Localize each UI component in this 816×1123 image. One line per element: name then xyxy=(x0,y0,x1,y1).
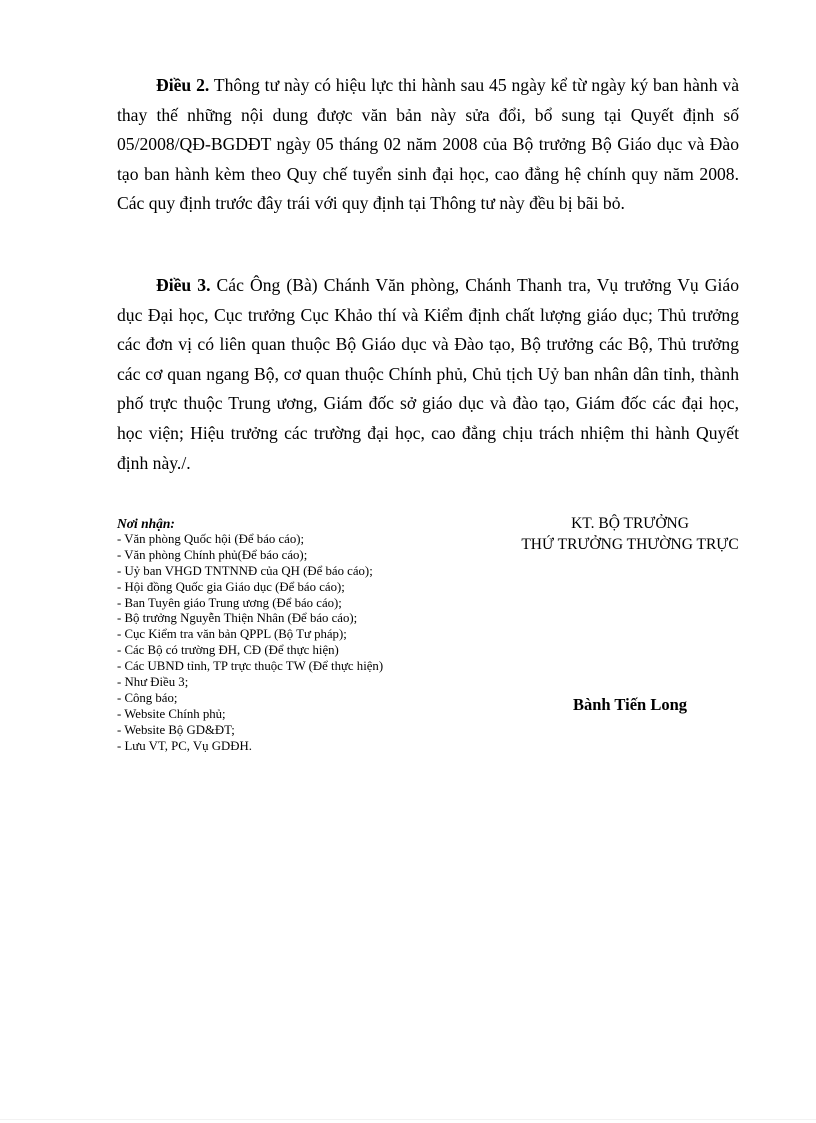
article-3-text: Các Ông (Bà) Chánh Văn phòng, Chánh Thanh tra, Vụ trưởng Vụ Giáo dục Đại học, Cục trưởng Cục Khảo thí và Kiểm định chất lượng giáo dục; Thủ trưởng các đơn vị có liên quan thuộc Bộ Giáo dục và Đào tạo, Bộ trưởng các Bộ, Thủ trưởng các cơ quan ngang Bộ, cơ quan thuộc Chính phủ, Chủ tịch Uỷ ban nhân dân tỉnh, thành phố trực thuộc Trung ương, Giám đốc sở giáo dục và đào tạo, Giám đốc các đại học, học viện; Hiệu trưởng các trường đại học, cao đẳng chịu trách nhiệm thi hành Quyết định này./. xyxy=(117,275,740,473)
signature-title-line2: THỨ TRƯỞNG THƯỜNG TRỰC xyxy=(521,536,739,553)
recipient-item: - Uỷ ban VHGD TNTNNĐ của QH (Để báo cáo); xyxy=(117,563,373,578)
recipient-item: - Như Điều 3; xyxy=(117,675,189,690)
recipient-item: - Công báo; xyxy=(117,690,178,705)
recipient-item: - Bộ trưởng Nguyễn Thiện Nhân (Để báo cáo); xyxy=(117,611,358,626)
article-3-label: Điều 3. xyxy=(156,275,211,295)
recipient-item: - Các Bộ có trường ĐH, CĐ (Để thực hiện) xyxy=(117,643,339,658)
article-2-label: Điều 2. xyxy=(156,75,210,95)
signer-name: Bành Tiến Long xyxy=(572,695,688,714)
recipient-item: - Lưu VT, PC, Vụ GDĐH. xyxy=(117,738,252,753)
recipient-item: - Ban Tuyên giáo Trung ương (Để báo cáo); xyxy=(117,595,342,610)
article-2-text: Thông tư này có hiệu lực thi hành sau 45 ngày kể từ ngày ký ban hành và thay thế những nội dung được văn bản này sửa đổi, bổ sung tại Quyết định số 05/2008/QĐ-BGDĐT ngày 05 tháng 02 năm 2008 của Bộ trưởng Bộ Giáo dục và Đào tạo ban hành kèm theo Quy chế tuyển sinh đại học, cao đẳng hệ chính quy năm 2008. Các quy định trước đây trái với quy định tại Thông tư này đều bị bãi bỏ. xyxy=(117,75,740,214)
recipients-title: Nơi nhận: xyxy=(117,516,175,531)
recipient-item: - Văn phòng Quốc hội (Để báo cáo); xyxy=(117,531,305,546)
recipient-item: - Cục Kiểm tra văn bản QPPL (Bộ Tư pháp); xyxy=(117,627,347,642)
article-3 xyxy=(117,271,739,478)
recipients-list xyxy=(117,532,477,755)
page-bottom-divider xyxy=(0,1119,816,1120)
recipient-item: - Hội đồng Quốc gia Giáo dục (Để báo cáo); xyxy=(117,579,345,594)
recipient-item: - Văn phòng Chính phủ(Để báo cáo); xyxy=(117,547,308,562)
recipient-item: - Các UBND tỉnh, TP trực thuộc TW (Để thực hiện) xyxy=(117,659,384,674)
recipients-block xyxy=(117,516,477,755)
article-2 xyxy=(117,71,739,219)
recipient-item: - Website Bộ GD&ĐT; xyxy=(117,722,235,737)
signature-title-line1: KT. BỘ TRƯỞNG xyxy=(571,515,689,532)
recipient-item: - Website Chính phủ; xyxy=(117,706,226,721)
